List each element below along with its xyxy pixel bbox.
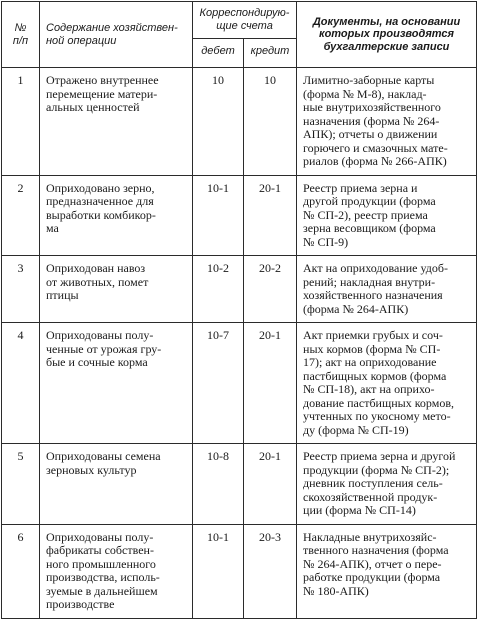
supporting-documents: Реестр приема зерна и другой продукции (форма № СП-2); дневник поступления сель- скохозяйственной продук- ции (форма № СП-14): [297, 444, 477, 525]
operation-content: Оприходованы семена зерновых культур: [40, 444, 193, 525]
debit-account: 10-8: [193, 444, 244, 525]
debit-account: 10-7: [193, 323, 244, 444]
operation-content: Оприходованы полу- ченные от урожая гру- бые и сочные корма: [40, 323, 193, 444]
operation-content: Оприходован навоз от животных, помет птицы: [40, 256, 193, 323]
table-body: [2, 68, 477, 619]
table-row: [2, 68, 477, 176]
debit-account: 10-2: [193, 256, 244, 323]
row-number: 3: [2, 256, 40, 323]
operation-content: Отражено внутреннее перемещение матери- альных ценностей: [40, 68, 193, 176]
debit-account: 10-1: [193, 175, 244, 256]
supporting-documents: Накладные внутрихозяйс- твенного назначения (форма № 264-АПК), отчет о пере- работке продукции (форма № 180-АПК): [297, 524, 477, 618]
header-credit: кредит: [244, 39, 297, 68]
credit-account: 20-2: [244, 256, 297, 323]
accounting-entries-table: [1, 1, 477, 619]
credit-account: 20-1: [244, 444, 297, 525]
credit-account: 20-1: [244, 175, 297, 256]
table-row: [2, 256, 477, 323]
operation-content: Оприходованы полу- фабрикаты собствен- ного промышленного производства, исполь- зуемые в дальнейшем производстве: [40, 524, 193, 618]
header-documents: Документы, на основании которых производятся бухгалтерские записи: [297, 2, 477, 68]
debit-account: 10: [193, 68, 244, 176]
row-number: 1: [2, 68, 40, 176]
operation-content: Оприходовано зерно, предназначенное для выработки комбикор- ма: [40, 175, 193, 256]
debit-account: 10-1: [193, 524, 244, 618]
table-row: [2, 175, 477, 256]
header-corresponding-accounts: Корреспондирую- щие счета: [193, 2, 297, 39]
row-number: 4: [2, 323, 40, 444]
credit-account: 20-3: [244, 524, 297, 618]
header-debit: дебет: [193, 39, 244, 68]
row-number: 5: [2, 444, 40, 525]
row-number: 2: [2, 175, 40, 256]
header-row-top: [2, 2, 477, 39]
table-row: [2, 323, 477, 444]
supporting-documents: Реестр приема зерна и другой продукции (форма № СП-2), реестр приема зерна весовщиком (форма № СП-9): [297, 175, 477, 256]
table-row: [2, 524, 477, 618]
header-content: Содержание хозяйствен- ной операции: [40, 2, 193, 68]
header-number: № п/п: [2, 2, 40, 68]
supporting-documents: Акт на оприходование удоб- рений; накладная внутри- хозяйственного назначения (форма № 264-АПК): [297, 256, 477, 323]
supporting-documents: Акт приемки грубых и соч- ных кормов (форма № СП- 17); акт на оприходование пастбищных кормов (форма № СП-18), акт на оприхо- дование пастбищных кормов, учтенных по укосному мето- ду (форма № СП-19): [297, 323, 477, 444]
table-header: [2, 2, 477, 68]
credit-account: 20-1: [244, 323, 297, 444]
table-row: [2, 444, 477, 525]
supporting-documents: Лимитно-заборные карты (форма № М-8), наклад- ные внутрихозяйственного назначения (форма № 264- АПК); отчеты о движении горючего и смазочных мате- риалов (форма № 266-АПК): [297, 68, 477, 176]
row-number: 6: [2, 524, 40, 618]
credit-account: 10: [244, 68, 297, 176]
